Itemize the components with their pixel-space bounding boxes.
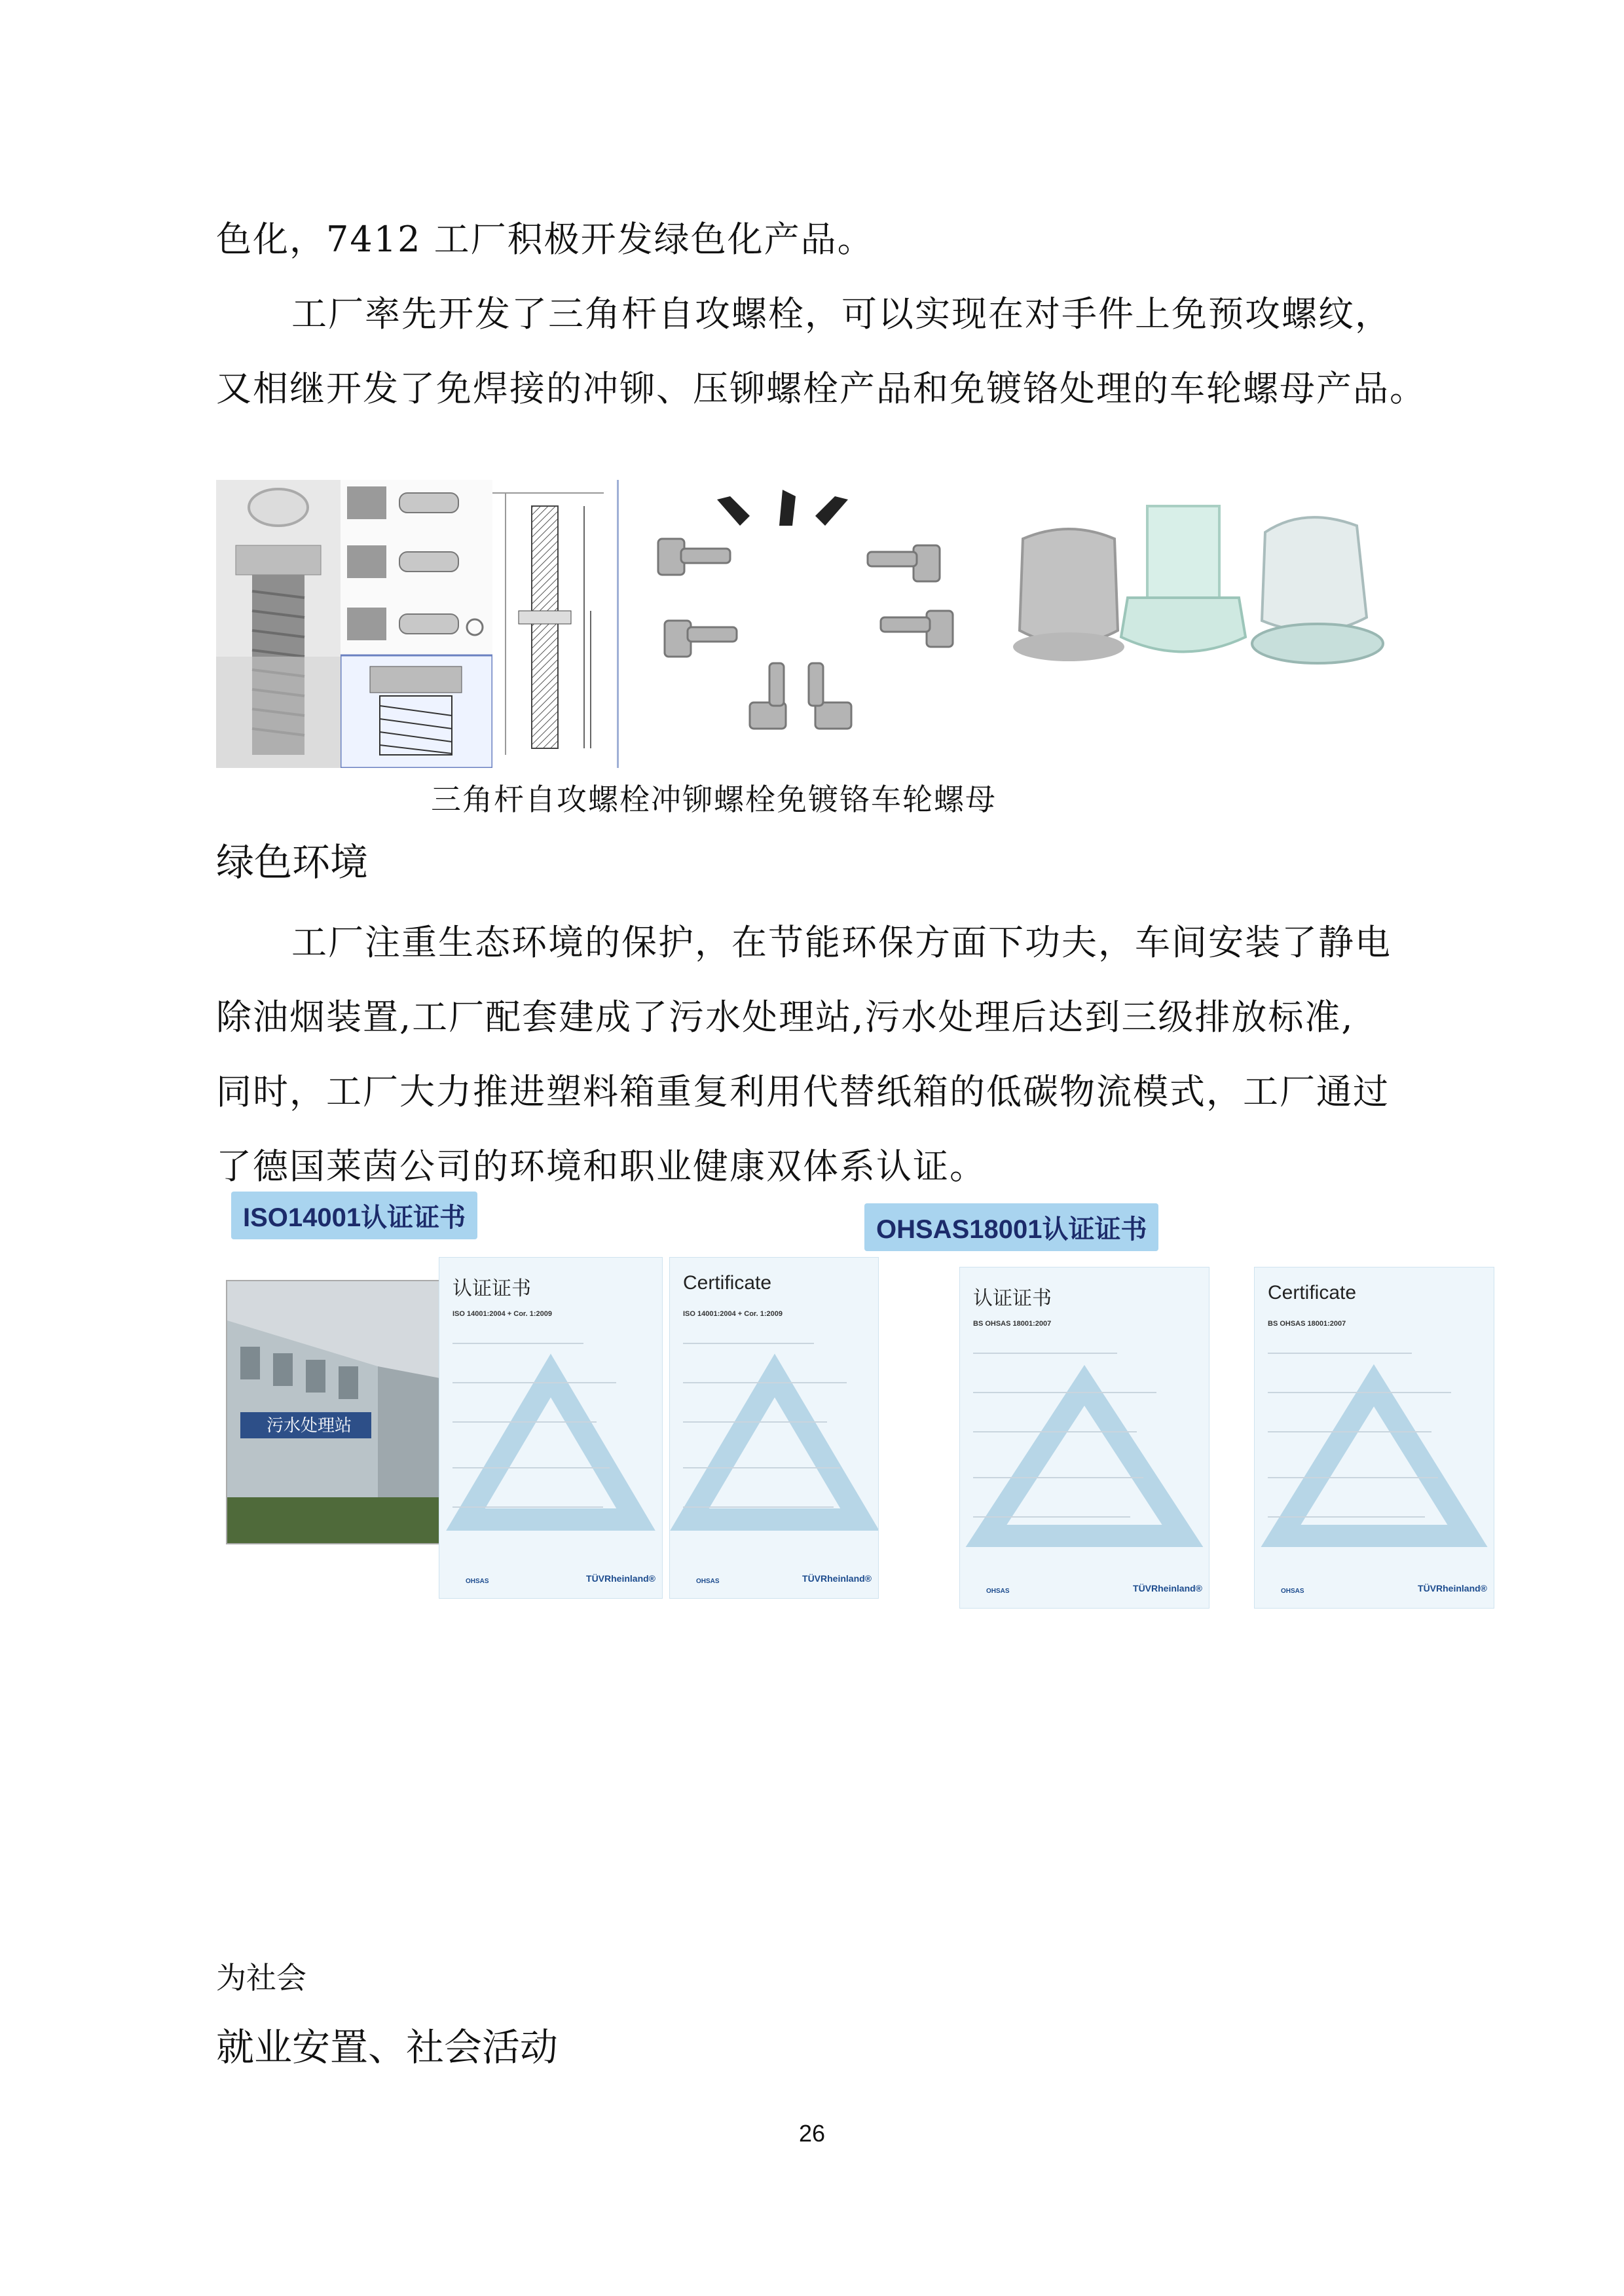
- ohsas-mark: OHSAS: [986, 1588, 1010, 1595]
- paragraph-line: 同时，工厂大力推进塑料箱重复利用代替纸箱的低碳物流模式，工厂通过: [216, 1071, 1390, 1112]
- certificate-standard: ISO 14001:2004 + Cor. 1:2009: [683, 1310, 783, 1318]
- certificate-standard: ISO 14001:2004 + Cor. 1:2009: [452, 1310, 552, 1318]
- certificate-standard: BS OHSAS 18001:2007: [973, 1320, 1052, 1328]
- certificate-title: 认证证书: [452, 1278, 531, 1300]
- triangular-bolt-image: [216, 480, 342, 768]
- page-number: 26: [799, 2120, 826, 2147]
- wheel-nut-image: [1003, 480, 1414, 768]
- ohsas18001-label: OHSAS18001认证证书: [864, 1203, 1158, 1251]
- tuv-logo: TÜVRheinland®: [1418, 1583, 1487, 1594]
- iso14001-label: ISO14001认证证书: [231, 1192, 477, 1239]
- paragraph-line: 工厂率先开发了三角杆自攻螺栓，可以实现在对手件上免预攻螺纹，: [291, 293, 1392, 335]
- photo-sign-text: 污水处理站: [267, 1416, 352, 1436]
- certificate-title: Certificate: [1268, 1282, 1357, 1303]
- certificate-title: 认证证书: [973, 1288, 1052, 1309]
- section-label-society: 为社会: [216, 1960, 306, 1995]
- ohsas-mark: OHSAS: [1281, 1588, 1304, 1595]
- tuv-logo: TÜVRheinland®: [1133, 1583, 1202, 1594]
- paragraph-line: 又相继开发了免焊接的冲铆、压铆螺栓产品和免镀铬处理的车轮螺母产品。: [216, 368, 1426, 409]
- paragraph-line: 除油烟装置,工厂配套建成了污水处理站,污水处理后达到三级排放标准,: [216, 996, 1354, 1038]
- paragraph-line: 色化，7412 工厂积极开发绿色化产品。: [216, 219, 874, 260]
- ohsas18001-certificate-en: [1254, 1267, 1494, 1609]
- iso14001-certificate-cn: [439, 1257, 663, 1599]
- iso14001-certificate-en: [669, 1257, 879, 1599]
- bolt-diagram-image: [341, 480, 494, 768]
- technical-drawing-image: [492, 480, 618, 768]
- product-caption: 三角杆自攻螺栓冲铆螺栓免镀铬车轮螺母: [431, 782, 997, 817]
- tuv-logo: TÜVRheinland®: [802, 1573, 872, 1584]
- paragraph-line: 了德国莱茵公司的环境和职业健康双体系认证。: [216, 1146, 986, 1187]
- tuv-logo: TÜVRheinland®: [586, 1573, 655, 1584]
- paragraph-line: 工厂注重生态环境的保护，在节能环保方面下功夫，车间安装了静电: [291, 922, 1392, 963]
- certificate-title: Certificate: [683, 1272, 772, 1294]
- certificate-standard: BS OHSAS 18001:2007: [1268, 1320, 1346, 1328]
- ohsas-mark: OHSAS: [696, 1578, 720, 1585]
- ohsas18001-certificate-cn: [959, 1267, 1209, 1609]
- section-heading-green-environment: 绿色环境: [216, 840, 369, 884]
- product-image-strip: [216, 480, 1414, 768]
- ohsas-mark: OHSAS: [466, 1578, 489, 1585]
- section-heading-employment: 就业安置、社会活动: [216, 2025, 559, 2069]
- wastewater-station-photo: [226, 1280, 448, 1544]
- clinch-bolt-image: [617, 480, 1007, 768]
